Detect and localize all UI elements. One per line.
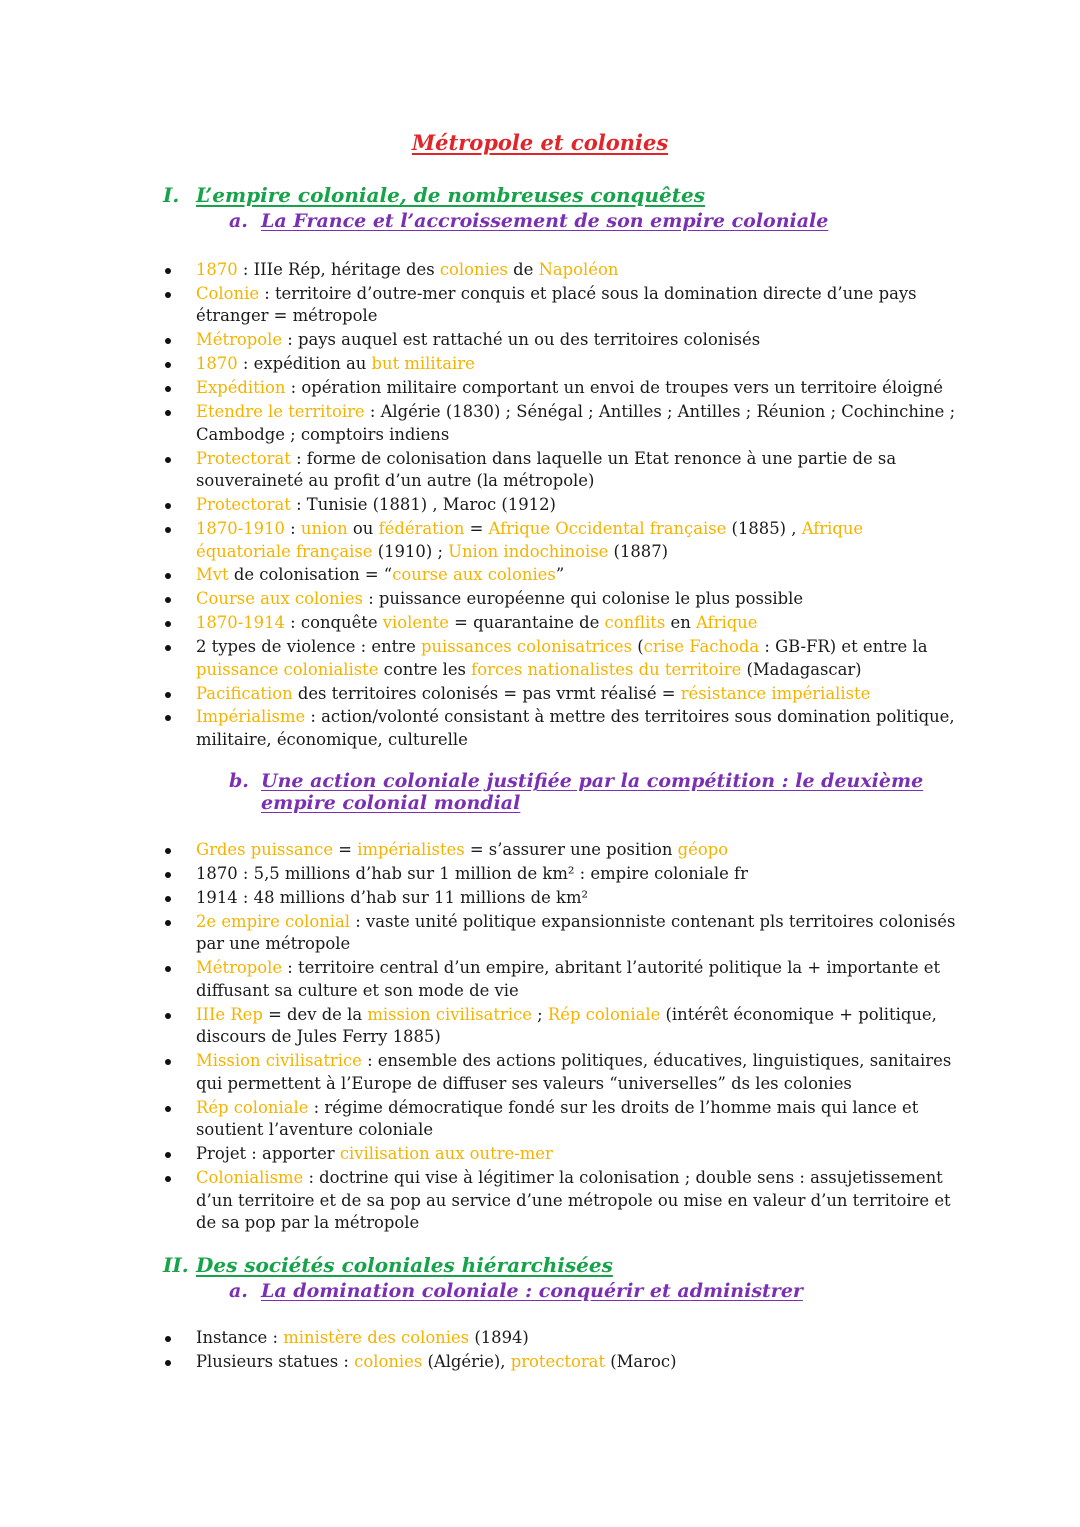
subsection-letter: b. (229, 770, 249, 792)
bullet-text: : territoire central d’un empire, abritant l’autorité politique la + importante et diffusant sa culture et son mode de vie (196, 958, 941, 1000)
bullet-item (0, 283, 956, 328)
highlighted-term: 1870 (196, 354, 238, 374)
bullet-text: : opération militaire comportant un envoi de troupes vers un territoire éloigné (285, 378, 943, 398)
bullet-item (0, 353, 956, 376)
highlighted-term: 2e empire colonial (196, 911, 351, 931)
bullet-item (0, 329, 956, 352)
highlighted-term: Napoléon (538, 260, 619, 279)
bullet-dot-icon (165, 362, 171, 368)
subsection-letter: a. (229, 1280, 248, 1302)
bullet-dot-icon (165, 1176, 171, 1182)
bullet-text: (1910) ; (372, 541, 449, 561)
bullet-item (0, 377, 956, 400)
bullet-text: : pays auquel est rattaché un ou des territoires colonisés (282, 330, 761, 350)
bullet-text: : conquête (284, 613, 383, 633)
highlighted-term: but militaire (371, 354, 475, 374)
highlighted-term: puissance colonialiste (196, 659, 379, 679)
bullet-text: (Algérie), (422, 1351, 511, 1371)
bullet-item (0, 518, 956, 563)
bullet-list-2a (0, 1327, 1080, 1375)
subsection-letter: a. (229, 210, 248, 232)
section-title: L’empire coloniale, de nombreuses conquêtes (196, 183, 705, 207)
highlighted-term: ministère des colonies (283, 1328, 470, 1347)
bullet-text: Instance : (196, 1328, 284, 1347)
highlighted-term: Course aux colonies (196, 589, 363, 609)
highlighted-term: Afrique équatoriale française (196, 518, 864, 561)
bullet-item (0, 401, 956, 446)
highlighted-term: géopo (677, 840, 729, 859)
bullet-dot-icon (165, 1106, 171, 1112)
bullet-item (0, 957, 956, 1002)
highlighted-term: Grdes puissance (196, 840, 334, 859)
bullet-text: Plusieurs statues : (196, 1351, 355, 1371)
bullet-text: 1914 : 48 millions d’hab sur 11 millions de km² (196, 887, 589, 907)
highlighted-term: Union indochinoise (448, 541, 609, 561)
bullet-dot-icon (165, 1336, 171, 1342)
bullet-text: : puissance européenne qui colonise le plus possible (362, 589, 804, 609)
bullet-item (0, 683, 956, 706)
bullet-text: de colonisation = “ (228, 565, 393, 585)
highlighted-term: course aux colonies (392, 565, 556, 585)
bullet-item (0, 259, 956, 282)
highlighted-term: IIIe Rep (196, 1004, 263, 1024)
highlighted-term: Protectorat (196, 448, 291, 468)
bullet-text: : doctrine qui vise à légitimer la colonisation ; double sens : assujetissement d’un territoire et de sa pop au service d’une métropole ou mise en valeur d’un territoire et de sa pop par la métropole (196, 1167, 951, 1233)
highlighted-term: Impérialisme (196, 707, 306, 727)
bullet-text: 2 types de violence : entre (196, 637, 421, 657)
highlighted-term: fédération (378, 518, 465, 538)
bullet-text: : vaste unité politique expansionniste contenant pls territoires colonisés par une métropole (196, 911, 956, 954)
subsection-title: La France et l’accroissement de son empire coloniale (261, 210, 829, 232)
bullet-item (0, 1143, 956, 1166)
bullet-text: (1894) (469, 1328, 529, 1347)
highlighted-term: forces nationalistes du territoire (471, 659, 742, 679)
highlighted-term: Rép coloniale (547, 1004, 661, 1024)
highlighted-term: Métropole (196, 958, 283, 978)
highlighted-term: Protectorat (196, 495, 291, 515)
bullet-item (0, 1004, 956, 1049)
bullet-item (0, 1097, 956, 1142)
bullet-dot-icon (165, 338, 171, 344)
highlighted-term: violente (382, 613, 449, 633)
bullet-text: : ensemble des actions politiques, éducatives, linguistiques, sanitaires qui permettent à l’Europe de diffuser ses valeurs “universelles” ds les colonies (196, 1051, 952, 1093)
bullet-dot-icon (165, 848, 171, 854)
bullet-text: (1887) (608, 541, 669, 561)
bullet-dot-icon (165, 597, 171, 603)
bullet-dot-icon (165, 920, 171, 926)
bullet-text: ( (632, 637, 644, 657)
bullet-dot-icon (165, 1059, 171, 1065)
bullet-dot-icon (165, 527, 171, 533)
bullet-dot-icon (165, 386, 171, 392)
section-heading-1 (163, 183, 705, 207)
section-number: II. (163, 1253, 189, 1277)
highlighted-term: impérialistes (357, 840, 465, 859)
bullet-text: (intérêt économique + politique, discours de Jules Ferry 1885) (196, 1004, 937, 1047)
bullet-dot-icon (165, 966, 171, 972)
highlighted-term: mission civilisatrice (367, 1004, 532, 1024)
section-number: I. (163, 183, 180, 207)
bullet-text: (Madagascar) (741, 659, 862, 679)
subsection-heading-2a (229, 1280, 951, 1302)
highlighted-term: Pacification (196, 683, 293, 703)
bullet-item (0, 588, 956, 611)
bullet-text: ou (347, 518, 379, 538)
bullet-dot-icon (165, 457, 171, 463)
subsection-title: Une action coloniale justifiée par la compétition : le deuxième empire colonial mondial (261, 770, 924, 814)
bullet-dot-icon (165, 268, 171, 274)
bullet-text: = (333, 840, 358, 859)
highlighted-term: Métropole (196, 330, 283, 350)
highlighted-term: Etendre le territoire (196, 402, 365, 422)
bullet-item (0, 911, 956, 956)
bullet-text: : régime démocratique fondé sur les droits de l’homme mais qui lance et soutient l’aventure coloniale (196, 1097, 919, 1140)
bullet-dot-icon (165, 503, 171, 509)
bullet-text: en (665, 613, 696, 633)
page-title: Métropole et colonies (411, 130, 669, 155)
bullet-item (0, 636, 956, 681)
bullet-item (0, 1167, 956, 1235)
bullet-text: = quarantaine de (448, 613, 605, 633)
bullet-dot-icon (165, 872, 171, 878)
highlighted-term: Colonie (196, 283, 260, 303)
highlighted-term: Afrique Occidental française (488, 518, 727, 538)
bullet-text: ” (555, 565, 565, 585)
bullet-dot-icon (165, 573, 171, 579)
highlighted-term: colonies (354, 1351, 423, 1371)
bullet-list-1b (0, 839, 1080, 1236)
bullet-text: Projet : apporter (196, 1144, 340, 1164)
bullet-dot-icon (165, 621, 171, 627)
bullet-dot-icon (165, 292, 171, 298)
bullet-dot-icon (165, 1152, 171, 1158)
bullet-text: = s’assurer une position (464, 840, 678, 859)
bullet-item (0, 1050, 956, 1095)
bullet-text: contre les (378, 659, 472, 679)
bullet-text: : Tunisie (1881) , Maroc (1912) (290, 495, 556, 515)
bullet-text: : GB-FR) et entre la (759, 637, 928, 657)
subsection-heading-1b (229, 770, 951, 814)
bullet-text: (1885) , (726, 518, 802, 538)
bullet-item (0, 494, 956, 517)
highlighted-term: Afrique (696, 613, 758, 633)
bullet-item (0, 839, 956, 862)
bullet-text: (Maroc) (605, 1351, 677, 1371)
highlighted-term: Mission civilisatrice (196, 1051, 362, 1071)
highlighted-term: 1870 (196, 260, 238, 279)
highlighted-term: crise Fachoda (643, 637, 760, 657)
highlighted-term: civilisation aux outre-mer (339, 1144, 553, 1164)
bullet-item (0, 1327, 956, 1350)
bullet-text: : action/volonté consistant à mettre des territoires sous domination politique, militaire, économique, culturelle (196, 707, 955, 750)
highlighted-term: résistance impérialiste (680, 683, 871, 703)
bullet-dot-icon (165, 645, 171, 651)
subsection-title: La domination coloniale : conquérir et administrer (261, 1280, 803, 1302)
bullet-dot-icon (165, 1013, 171, 1019)
highlighted-term: Colonialisme (196, 1167, 304, 1187)
section-heading-2 (163, 1253, 613, 1277)
bullet-dot-icon (165, 715, 171, 721)
bullet-item (0, 564, 956, 587)
bullet-text: : IIIe Rép, héritage des (237, 260, 440, 279)
bullet-text: : Algérie (1830) ; Sénégal ; Antilles ; Antilles ; Réunion ; Cochinchine ; Cambodge ; comptoirs indiens (196, 402, 956, 444)
bullet-list-1a (0, 259, 1080, 753)
bullet-dot-icon (165, 896, 171, 902)
bullet-text: des territoires colonisés = pas vrmt réalisé = (292, 683, 681, 703)
bullet-text: = dev de la (262, 1004, 368, 1024)
highlighted-term: union (300, 518, 348, 538)
bullet-text: : territoire d’outre-mer conquis et placé sous la domination directe d’une pays étranger = métropole (196, 283, 917, 326)
bullet-text: de (507, 260, 539, 279)
bullet-item (0, 612, 956, 635)
highlighted-term: puissances colonisatrices (420, 637, 633, 657)
highlighted-term: Rép coloniale (196, 1097, 309, 1117)
highlighted-term: Expédition (196, 378, 286, 398)
highlighted-term: 1870-1914 (196, 613, 285, 633)
section-title: Des sociétés coloniales hiérarchisées (196, 1253, 613, 1277)
bullet-text: ; (531, 1004, 548, 1024)
bullet-item (0, 706, 956, 751)
bullet-item (0, 887, 956, 910)
bullet-dot-icon (165, 692, 171, 698)
bullet-text: = (464, 518, 489, 538)
highlighted-term: conflits (604, 613, 666, 633)
bullet-text: : expédition au (237, 354, 372, 374)
bullet-item (0, 863, 956, 886)
highlighted-term: 1870-1910 (196, 518, 285, 538)
highlighted-term: colonies (439, 260, 508, 279)
bullet-text: : (284, 518, 301, 538)
bullet-item (0, 1351, 956, 1374)
bullet-text: 1870 : 5,5 millions d’hab sur 1 million de km² : empire coloniale fr (196, 863, 748, 883)
highlighted-term: protectorat (510, 1351, 606, 1371)
bullet-text: : forme de colonisation dans laquelle un Etat renonce à une partie de sa souveraineté au profit d’un autre (la métropole) (196, 448, 897, 491)
bullet-dot-icon (165, 410, 171, 416)
bullet-item (0, 448, 956, 493)
bullet-dot-icon (165, 1360, 171, 1366)
highlighted-term: Mvt (196, 565, 229, 585)
subsection-heading-1a (229, 210, 951, 232)
